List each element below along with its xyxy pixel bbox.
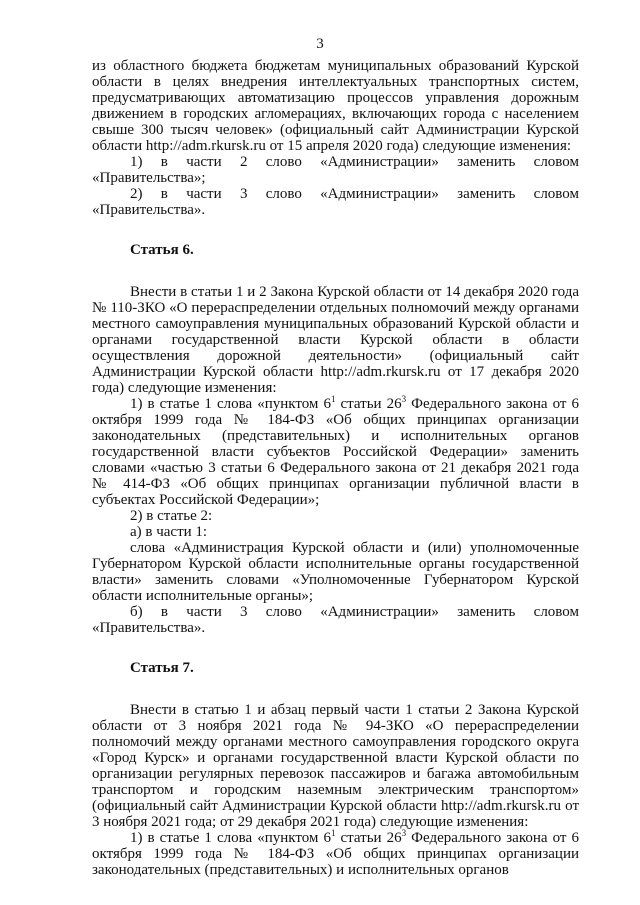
item-text: 1) в статье 1 слова «пунктом 6 bbox=[130, 396, 331, 412]
item-text: статьи 26 bbox=[335, 396, 402, 412]
paragraph-continuation: из областного бюджета бюджетам муниципальных образований Курской области в целях внедрения интеллектуальных транспортных систем, предусматривающих автоматизацию процессов управления дорожным движением в городских агломерациях, включающих города с населением свыше 300 тысяч человек» (официальный сайт Администрации Курской области http://adm.rkursk.ru от 15 апреля 2020 года) следующие изменения: bbox=[92, 58, 579, 154]
article-6-item-2b: б) в части 3 слово «Администрации» заменить словом «Правительства». bbox=[92, 604, 579, 636]
article-6-intro: Внести в статьи 1 и 2 Закона Курской области от 14 декабря 2020 года № 110-ЗКО «О перераспределении отдельных полномочий между органами местного самоуправления муниципальных образований Курской области и органами государственной власти Курской области в области осуществления дорожной деятельности» (официальный сайт Администрации Курской области http://adm.rkursk.ru от 17 декабря 2020 года) следующие изменения: bbox=[92, 284, 579, 396]
article-6-item-2: 2) в статье 2: bbox=[130, 508, 213, 524]
article-7-item-1 bbox=[92, 830, 579, 878]
item-text: Федерального закона от 6 октября 1999 года № 184-ФЗ «Об общих принципах организации законодательных (представительных) и исполнительных органов bbox=[92, 830, 579, 878]
item-text: статьи 26 bbox=[335, 830, 402, 846]
article-6-item-1 bbox=[92, 396, 579, 508]
list-item: 2) в части 3 слово «Администрации» заменить словом «Правительства». bbox=[92, 186, 579, 218]
item-text: Федерального закона от 6 октября 1999 года № 184-ФЗ «Об общих принципах организации законодательных (представительных) и исполнительных органов государственной власти субъектов Российской Федерации» заменить словами «частью 3 статьи 6 Федерального закона от 21 декабря 2021 года № 414-ФЗ «Об общих принципах организации публичной власти в субъектах Российской Федерации»; bbox=[92, 396, 579, 508]
article-7-intro: Внести в статью 1 и абзац первый части 1 статьи 2 Закона Курской области от 3 ноября 2021 года № 94-ЗКО «О перераспределении полномочий между органами местного самоуправления городского округа «Город Курск» и органами государственной власти Курской области по организации регулярных перевозок пассажиров и багажа автомобильным транспортом и городским наземным электрическим транспортом» (официальный сайт Администрации Курской области http://adm.rkursk.ru от 3 ноября 2021 года; от 29 декабря 2021 года) следующие изменения: bbox=[92, 702, 579, 830]
article-6-item-2a-text: слова «Администрация Курской области и (или) уполномоченные Губернатором Курской области исполнительные органы государственной власти» заменить словами «Уполномоченные Губернатором Курской области исполнительные органы»; bbox=[92, 540, 579, 604]
document-body bbox=[92, 58, 579, 878]
superscript: 3 bbox=[401, 828, 407, 838]
item-text: 1) в статье 1 слова «пунктом 6 bbox=[130, 830, 331, 846]
article-6-item-2a: а) в части 1: bbox=[130, 524, 208, 540]
article-7-heading: Статья 7. bbox=[130, 660, 194, 676]
list-item: 1) в части 2 слово «Администрации» заменить словом «Правительства»; bbox=[92, 154, 579, 186]
superscript: 3 bbox=[401, 394, 407, 404]
superscript: 1 bbox=[330, 828, 336, 838]
page-number: 3 bbox=[316, 36, 324, 52]
superscript: 1 bbox=[330, 394, 336, 404]
article-6-heading: Статья 6. bbox=[130, 242, 194, 258]
